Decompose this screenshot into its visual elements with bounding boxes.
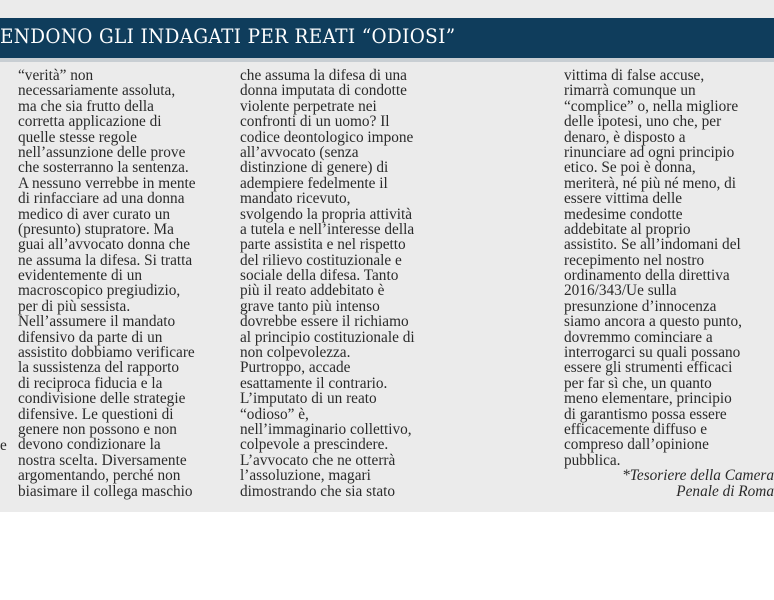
text-line: meriterà, né più né meno, di [564, 174, 737, 192]
text-line: ne assuma la difesa. Si tratta [18, 251, 193, 269]
text-line: medesime condotte [564, 205, 683, 223]
text-line: violente perpetrate nei [240, 97, 377, 115]
text-line: del rilievo costituzionale e [240, 251, 402, 269]
text-line: compreso dall’opinione [564, 436, 709, 454]
text-line: che assuma la difesa di una [240, 67, 407, 84]
text-line: Purtroppo, accade [240, 359, 351, 377]
text-line: assistito. Se all’indomani del [564, 236, 741, 254]
text-line: nostra scelta. Diversamente [18, 451, 187, 469]
headline-divider [0, 58, 774, 62]
text-line: 2016/343/Ue sulla [564, 282, 677, 300]
text-line: guai all’avvocato donna che [18, 236, 191, 254]
text-line: L’imputato di un reato [240, 390, 377, 408]
text-line: interrogarci su quali possano [564, 344, 741, 362]
text-line: vittima di false accuse, [564, 67, 705, 84]
text-line: la sussistenza del rapporto [18, 359, 179, 377]
text-line: confronti di un uomo? Il [240, 113, 390, 131]
text-line: più il reato addebitato è [240, 282, 385, 300]
text-line: adempiere fedelmente il [240, 174, 388, 192]
text-line: a tutela e nell’interesse della [240, 220, 415, 238]
text-line: pubblica. [564, 451, 621, 469]
author-signature: Penale di Roma [676, 482, 774, 500]
text-line: condivisione delle strategie [18, 390, 186, 408]
text-line: esattamente il contrario. [240, 374, 388, 392]
text-line: essere vittima delle [564, 190, 683, 208]
text-line: di rinfacciare ad una donna [18, 190, 185, 208]
text-line: dovremmo cominciare a [564, 328, 713, 346]
text-line: presunzione d’innocenza [564, 297, 717, 315]
text-line: A nessuno verrebbe in mente [18, 174, 196, 192]
text-line: devono condizionare la [18, 436, 161, 454]
text-line: codice deontologico impone [240, 128, 414, 146]
text-line: di garantismo possa essere [564, 405, 727, 423]
text-line: meno elementare, principio [564, 390, 732, 408]
text-line: essere gli strumenti efficaci [564, 359, 733, 377]
text-line: biasimare il collega maschio [18, 482, 193, 500]
text-line: corretta applicazione di [18, 113, 162, 131]
text-line: non colpevolezza. [240, 344, 351, 362]
text-line: quelle stesse regole [18, 128, 137, 146]
text-line: macroscopico pregiudizio, [18, 282, 181, 300]
text-line: che sosterranno la sentenza. [18, 159, 189, 177]
text-line: siamo ancora a questo punto, [564, 313, 742, 331]
headline: ENDONO GLI INDAGATI PER REATI “ODIOSI” [0, 24, 456, 48]
article-column-1 [18, 68, 233, 499]
text-line: necessariamente assoluta, [18, 82, 176, 100]
text-line: (presunto) stupratore. Ma [18, 220, 174, 238]
text-line: difensive. Le questioni di [18, 405, 174, 423]
text-line: addebitate al proprio [564, 220, 691, 238]
article-column-3 [564, 68, 774, 499]
text-line: svolgendo la propria attività [240, 205, 413, 223]
text-line: grave tanto più intenso [240, 297, 380, 315]
text-line: evidentemente di un [18, 267, 143, 285]
text-line: l’assoluzione, magari [240, 467, 371, 485]
text-line: efficacemente diffuso e [564, 420, 707, 438]
text-line: per di più sessista. [18, 297, 131, 315]
text-line: donna imputata di condotte [240, 82, 407, 100]
text-line: nell’assunzione delle prove [18, 143, 186, 161]
text-line: per far sì che, un quanto [564, 374, 712, 392]
text-line: all’avvocato (senza [240, 143, 359, 161]
text-line: rimarrà comunque un [564, 82, 696, 100]
text-line: distinzione di genere) di [240, 159, 389, 177]
text-line: medico di aver curato un [18, 205, 171, 223]
text-line: argomentando, perché non [18, 467, 181, 485]
article-column-2 [240, 68, 470, 499]
text-line: “complice” o, nella migliore [564, 97, 739, 115]
text-line: al principio costituzionale di [240, 328, 415, 346]
text-line: recepimento nel nostro [564, 251, 705, 269]
text-line: Nell’assumere il mandato [18, 313, 176, 331]
text-line: “verità” non [18, 67, 94, 84]
text-line: rinunciare ad ogni principio [564, 143, 735, 161]
text-line: parte assistita e nel rispetto [240, 236, 406, 254]
text-line: dimostrando che sia stato [240, 482, 396, 500]
text-line: sociale della difesa. Tanto [240, 267, 399, 285]
text-line: “odioso” è, [240, 405, 309, 423]
text-line: denaro, è disposto a [564, 128, 686, 146]
headline-banner [0, 18, 774, 58]
text-line: dovrebbe essere il richiamo [240, 313, 409, 331]
text-line: L’avvocato che ne otterrà [240, 451, 396, 469]
text-line: assistito dobbiamo verificare [18, 344, 195, 362]
text-line: genere non possono e non [18, 420, 177, 438]
text-line: difensivo da parte di un [18, 328, 163, 346]
text-line: mandato ricevuto, [240, 190, 351, 208]
author-signature: *Tesoriere della Camera [622, 467, 774, 485]
text-line: ordinamento della direttiva [564, 267, 730, 285]
cropped-character: e [0, 437, 7, 454]
text-line: nell’immaginario collettivo, [240, 420, 412, 438]
text-line: colpevole a prescindere. [240, 436, 389, 454]
text-line: delle ipotesi, uno che, per [564, 113, 722, 131]
text-line: di reciproca fiducia e la [18, 374, 163, 392]
text-line: ma che sia frutto della [18, 97, 154, 115]
text-line: etico. Se poi è donna, [564, 159, 696, 177]
